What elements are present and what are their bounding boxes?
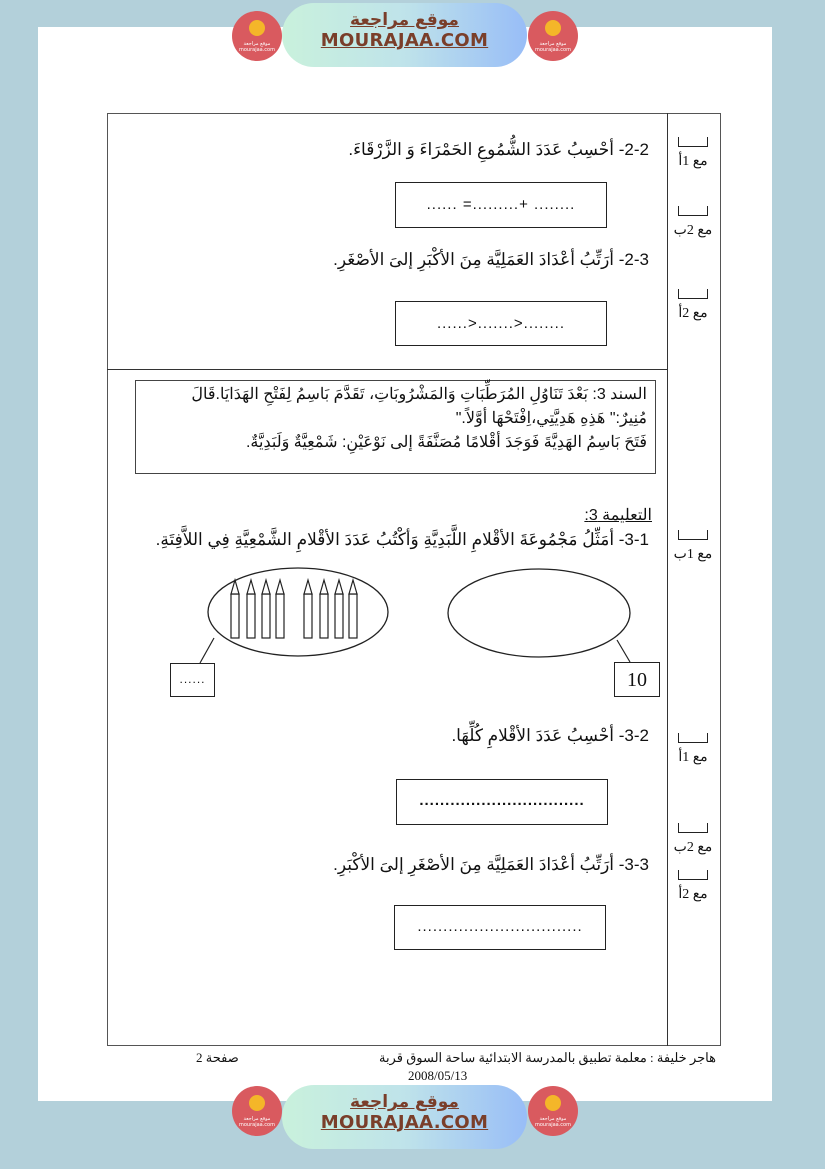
score-slot[interactable]: مع 2أ (668, 289, 718, 322)
sanad-line-1: السند 3: بَعْدَ تَنَاوُلِ المُرَطِّبَاتِ وَالمَشْرُوبَاتِ، تَقَدَّمَ بَاسِمُ لِفَتْحِ الهَدَايَا.قَالَ (191, 386, 647, 403)
answer-box-3-3[interactable]: ................................ (394, 905, 606, 950)
logo-badge-icon: موقع مراجعة mourajaa.com (232, 11, 282, 61)
footer-author: هاجر خليفة : معلمة تطبيق بالمدرسة الابتدائية ساحة السوق قربة (378, 1050, 716, 1065)
score-bracket-icon (678, 137, 708, 147)
banner-domain-link[interactable]: MOURAJAA.COM (320, 1112, 489, 1133)
logo-badge-icon: موقع مراجعة mourajaa.com (232, 1086, 282, 1136)
score-slot[interactable]: مع 1أ (668, 733, 718, 766)
question-2-3: 2-3- أرَتِّبُ أعْدَادَ العَمَلِيَّة مِنَ الأكْبَرِ إلىَ الأصْغَرِ. (333, 250, 649, 269)
question-3-1: 3-1- أمَثِّلُ مَجْمُوعَةَ الأقْلامِ اللَّبَدِيَّةِ وَأكْتُبُ عَدَدَ الأقْلامِ الشَّمْعِيَّةِ فِي اللاَّفِتَةِ. (155, 530, 649, 549)
score-bracket-icon (678, 530, 708, 540)
banner-domain-link[interactable]: MOURAJAA.COM (320, 30, 489, 51)
score-bracket-icon (678, 870, 708, 880)
answer-box-2-2[interactable]: ...... =.........+ ........ (395, 182, 607, 228)
score-bracket-icon (678, 289, 708, 299)
score-slot[interactable]: مع 2ب (668, 206, 718, 239)
score-slot[interactable]: مع 1ب (668, 530, 718, 563)
sanad-line-3: فَتَحَ بَاسِمُ الهَدِيَّةَ فَوَجَدَ أقْلامًا مُصَنَّفَةً إلى نَوْعَيْنِ: شَمْعِيَّةٌ وَلَبَدِيَّةٌ. (245, 434, 647, 451)
score-slot[interactable]: مع 1أ (668, 137, 718, 170)
question-3-3: 3-3- أرَتِّبُ أعْدَادَ العَمَلِيَّة مِنَ الأصْغَرِ إلىَ الأكْبَرِ. (333, 855, 649, 874)
score-bracket-icon (678, 206, 708, 216)
banner-pill[interactable] (282, 1085, 527, 1149)
score-bracket-icon (678, 733, 708, 743)
sanad-line-2: مُنِيرٌ:" هَذِهِ هَدِيَّتِي،اِفْتَحْهَا أوَّلاً." (455, 410, 647, 427)
label-box-sham3i: 10 (614, 662, 660, 697)
footer-page-number: صفحة 2 (196, 1050, 239, 1065)
answer-box-3-2[interactable]: ................................ (396, 779, 608, 825)
banner-arabic-title: موقع مراجعة (350, 1092, 459, 1112)
banner-arabic-title: موقع مراجعة (350, 10, 459, 30)
instruction-3-title: التعليمة 3: (584, 507, 652, 524)
logo-badge-icon: موقع مراجعة mourajaa.com (528, 11, 578, 61)
logo-badge-icon: موقع مراجعة mourajaa.com (528, 1086, 578, 1136)
score-slot[interactable]: مع 2أ (668, 870, 718, 903)
question-2-2: 2-2- أحْسِبُ عَدَدَ الشُّمُوعِ الحَمْرَاءَ وَ الزَّرْقَاءَ. (348, 140, 649, 159)
question-3-2: 3-2- أحْسِبُ عَدَدَ الأقْلامِ كُلِّهَا. (451, 726, 649, 745)
score-bracket-icon (678, 823, 708, 833)
answer-box-2-3[interactable]: ......>.......>........ (395, 301, 607, 346)
pencil-icon (231, 580, 357, 638)
score-slot[interactable]: مع 2ب (668, 823, 718, 856)
site-banner-bottom[interactable] (0, 1082, 825, 1157)
footer-date: 2008/05/13 (408, 1068, 468, 1083)
label-box-lbadi[interactable]: ...... (170, 663, 215, 697)
